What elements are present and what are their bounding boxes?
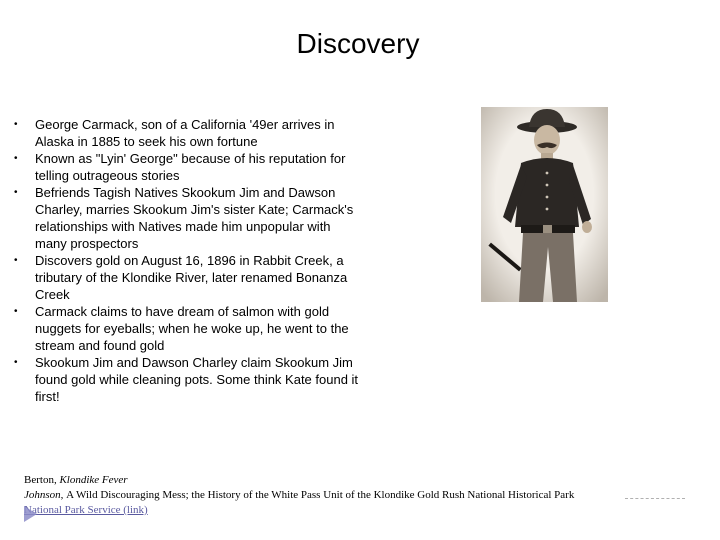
reference-berton (24, 473, 704, 488)
references (24, 473, 704, 518)
ref-title: A Wild Discouraging Mess; the History of the White Pass Unit of the Klondike Gold Rush National Historical Park (66, 489, 575, 501)
bullet-text: George Carmack, son of a California '49er arrives in Alaska in 1885 to seek his own fortune (35, 117, 335, 149)
bullet-text: Skookum Jim and Dawson Charley claim Skookum Jim found gold while cleaning pots. Some think Kate found it first! (35, 355, 359, 404)
reference-nps (24, 503, 704, 518)
bullet-list (14, 116, 359, 405)
footer-divider (625, 498, 685, 499)
bullet-text: Carmack claims to have dream of salmon with gold nuggets for eyeballs; when he woke up, he went to the stream and found gold (35, 304, 349, 353)
bullet-dot: • (14, 187, 18, 198)
bullet-dot: • (14, 153, 18, 164)
bullet-item (14, 303, 359, 354)
bullet-dot: • (14, 119, 18, 130)
bullet-item (14, 252, 359, 303)
reference-johnson (24, 488, 704, 503)
bullet-dot: • (14, 357, 18, 368)
bullet-text: Discovers gold on August 16, 1896 in Rabbit Creek, a tributary of the Klondike River, later renamed Bonanza Creek (35, 253, 348, 302)
bullet-dot: • (14, 306, 18, 317)
ref-author: Berton, (24, 474, 60, 486)
nps-link[interactable]: National Park Service (link) (24, 504, 148, 516)
ref-title: Klondike Fever (59, 474, 128, 486)
bullet-item (14, 116, 359, 150)
bullet-text: Befriends Tagish Natives Skookum Jim and Dawson Charley, marries Skookum Jim's sister Kate; Carmack's relationships with Natives made him unpopular with many prospectors (35, 185, 354, 251)
bullet-item (14, 184, 359, 252)
bullet-item (14, 354, 359, 405)
bullet-text: Known as "Lyin' George" because of his reputation for telling outrageous stories (35, 151, 346, 183)
bullet-dot: • (14, 255, 18, 266)
slide-title: Discovery (296, 28, 420, 59)
portrait-photo (481, 107, 608, 302)
bullet-item (14, 150, 359, 184)
play-icon[interactable] (24, 506, 37, 522)
ref-author: Johnson, (24, 489, 67, 501)
